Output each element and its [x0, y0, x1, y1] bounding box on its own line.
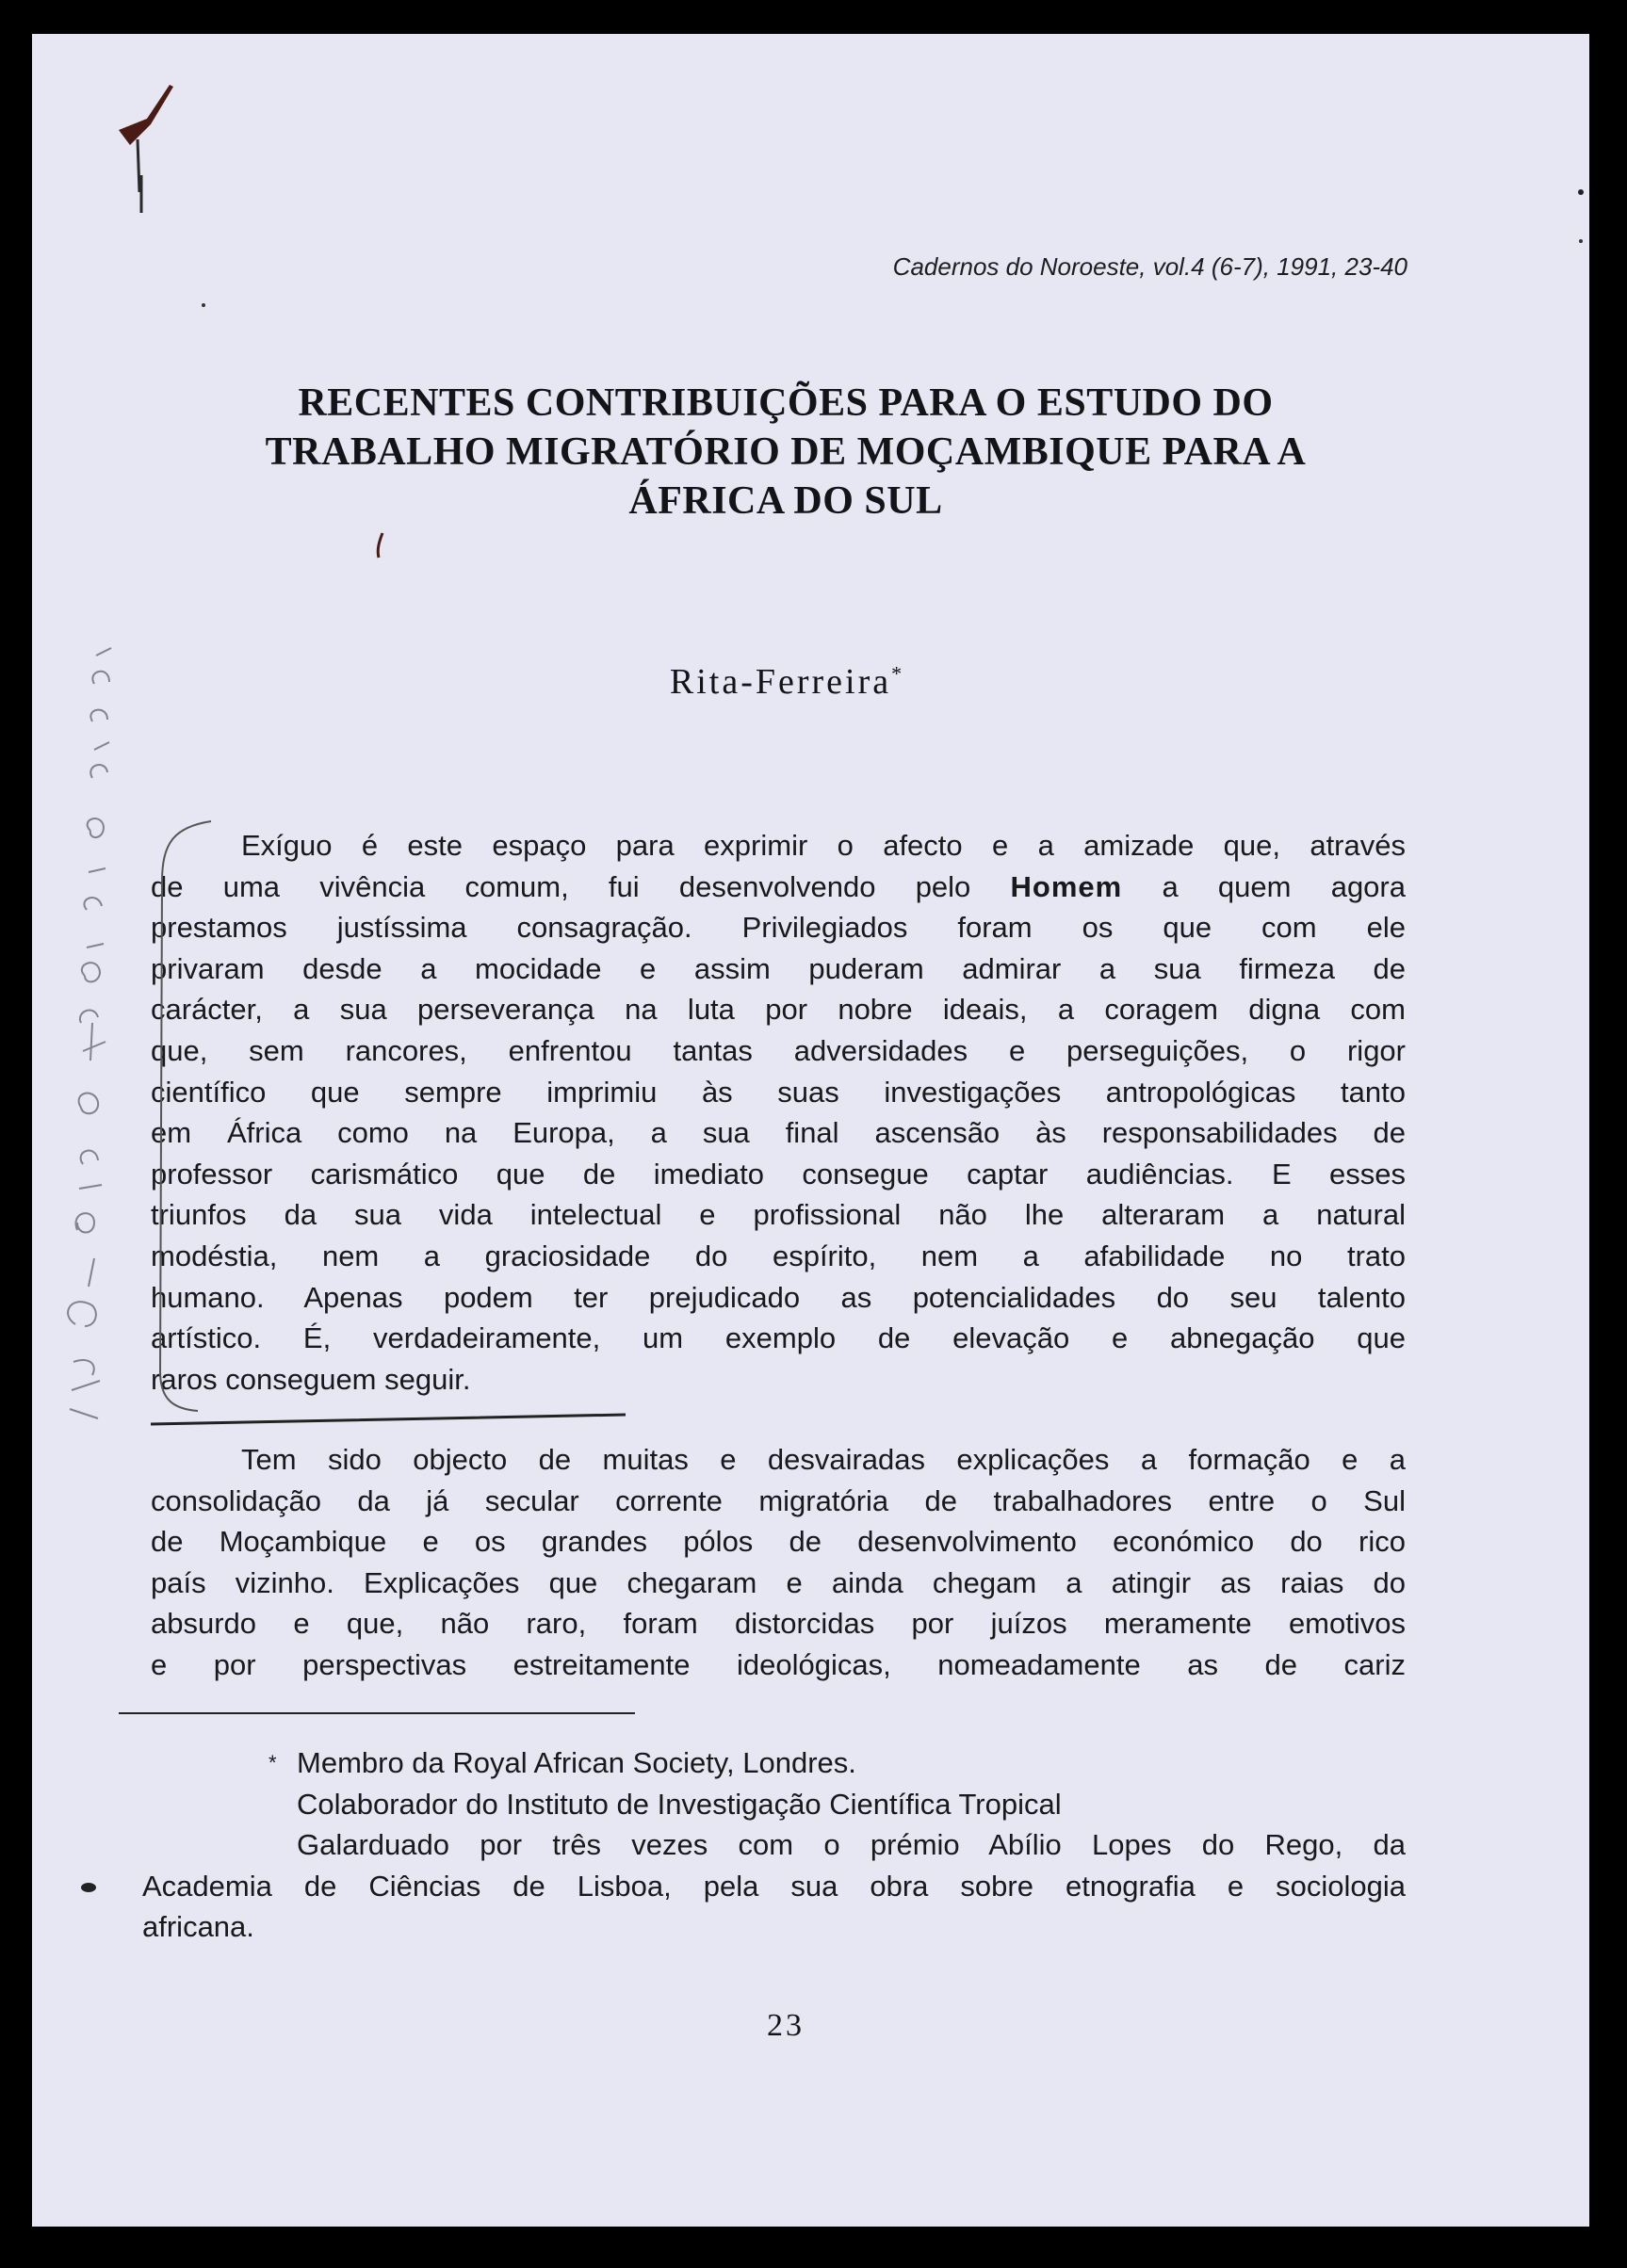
- footnote-mark: *: [268, 1751, 277, 1774]
- text-line: modéstia, nem a graciosidade do espírito, nem a afabilidade no trato: [151, 1239, 1406, 1272]
- footnote-line: Galarduado por três vezes com o prémio Abílio Lopes do Rego, da: [297, 1828, 1406, 1862]
- text-line: raros conseguem seguir.: [151, 1362, 471, 1396]
- text-line-part: a quem agora: [1122, 869, 1406, 903]
- text-line: Tem sido objecto de muitas e desvairadas explicações a formação e a: [241, 1443, 1406, 1476]
- ink-dot-icon: [1578, 189, 1584, 195]
- text-line: privaram desde a mocidade e assim puderam admirar a sua firmeza de: [151, 951, 1406, 985]
- footnote-line: africana.: [142, 1910, 254, 1944]
- text-line: em África como na Europa, a sua final ascensão às responsabilidades de: [151, 1116, 1406, 1150]
- text-line: carácter, a sua perseverança na luta por nobre ideais, a coragem digna com: [151, 993, 1406, 1027]
- text-line: humano. Apenas podem ter prejudicado as potencialidades do seu talento: [151, 1280, 1406, 1314]
- text-line-part: de uma vivência comum, fui desenvolvendo pelo: [151, 869, 1011, 903]
- text-line: consolidação da já secular corrente migratória de trabalhadores entre o Sul: [151, 1483, 1406, 1517]
- underline-stroke-icon: [151, 1415, 626, 1424]
- margin-bracket-icon: [160, 821, 211, 1411]
- ink-dot-icon: [1579, 239, 1583, 243]
- pen-mark-icon: [119, 85, 173, 145]
- journal-reference: Cadernos do Noroeste, vol.4 (6-7), 1991, 23-40: [892, 252, 1407, 281]
- title-line: ÁFRICA DO SUL: [628, 479, 943, 523]
- bold-word: Homem: [1010, 869, 1123, 903]
- footnote-text: Membro da Royal African Society, Londres.: [297, 1746, 856, 1779]
- text-line: e por perspectivas estreitamente ideológicas, nomeadamente as de cariz: [151, 1647, 1406, 1681]
- author-text: Rita-Ferreira: [669, 662, 892, 702]
- title-line: TRABALHO MIGRATÓRIO DE MOÇAMBIQUE PARA A: [265, 430, 1307, 474]
- ink-dot-icon: [202, 303, 205, 307]
- handwritten-annotations: [32, 34, 1589, 2227]
- footnote-line: Colaborador do Instituto de Investigação Científica Tropical: [297, 1787, 1062, 1821]
- text-line: artístico. É, verdadeiramente, um exemplo de elevação e abnegação que: [151, 1321, 1406, 1355]
- text-line: Exíguo é este espaço para exprimir o afecto e a amizade que, através: [241, 829, 1406, 862]
- text-line: país vizinho. Explicações que chegaram e ainda chegam a atingir as raias do: [151, 1565, 1406, 1599]
- page-number: 23: [767, 2008, 805, 2043]
- ink-dot-icon: [81, 1883, 96, 1892]
- text-line: científico que sempre imprimiu às suas investigações antropológicas tanto: [151, 1075, 1406, 1109]
- document-page: [32, 34, 1589, 2227]
- footnote-line: Academia de Ciências de Lisboa, pela sua obra sobre etnografia e sociologia: [142, 1869, 1406, 1903]
- text-line: absurdo e que, não raro, foram distorcidas por juízos meramente emotivos: [151, 1607, 1406, 1641]
- pen-tick-icon: [378, 533, 382, 558]
- text-line: que, sem rancores, enfrentou tantas adversidades e perseguições, o rigor: [151, 1033, 1406, 1067]
- text-line: de Moçambique e os grandes pólos de desenvolvimento económico do rico: [151, 1525, 1406, 1559]
- text-line: triunfos da sua vida intelectual e profissional não lhe alteraram a natural: [151, 1198, 1406, 1232]
- pen-stroke-icon: [138, 139, 141, 213]
- margin-note-icon: [68, 648, 111, 1418]
- text-line: professor carismático que de imediato consegue captar audiências. E esses: [151, 1157, 1406, 1191]
- text-line: prestamos justíssima consagração. Privilegiados foram os que com ele: [151, 911, 1406, 945]
- author-footnote-mark: *: [891, 661, 903, 686]
- title-line: RECENTES CONTRIBUIÇÕES PARA O ESTUDO DO: [298, 381, 1274, 425]
